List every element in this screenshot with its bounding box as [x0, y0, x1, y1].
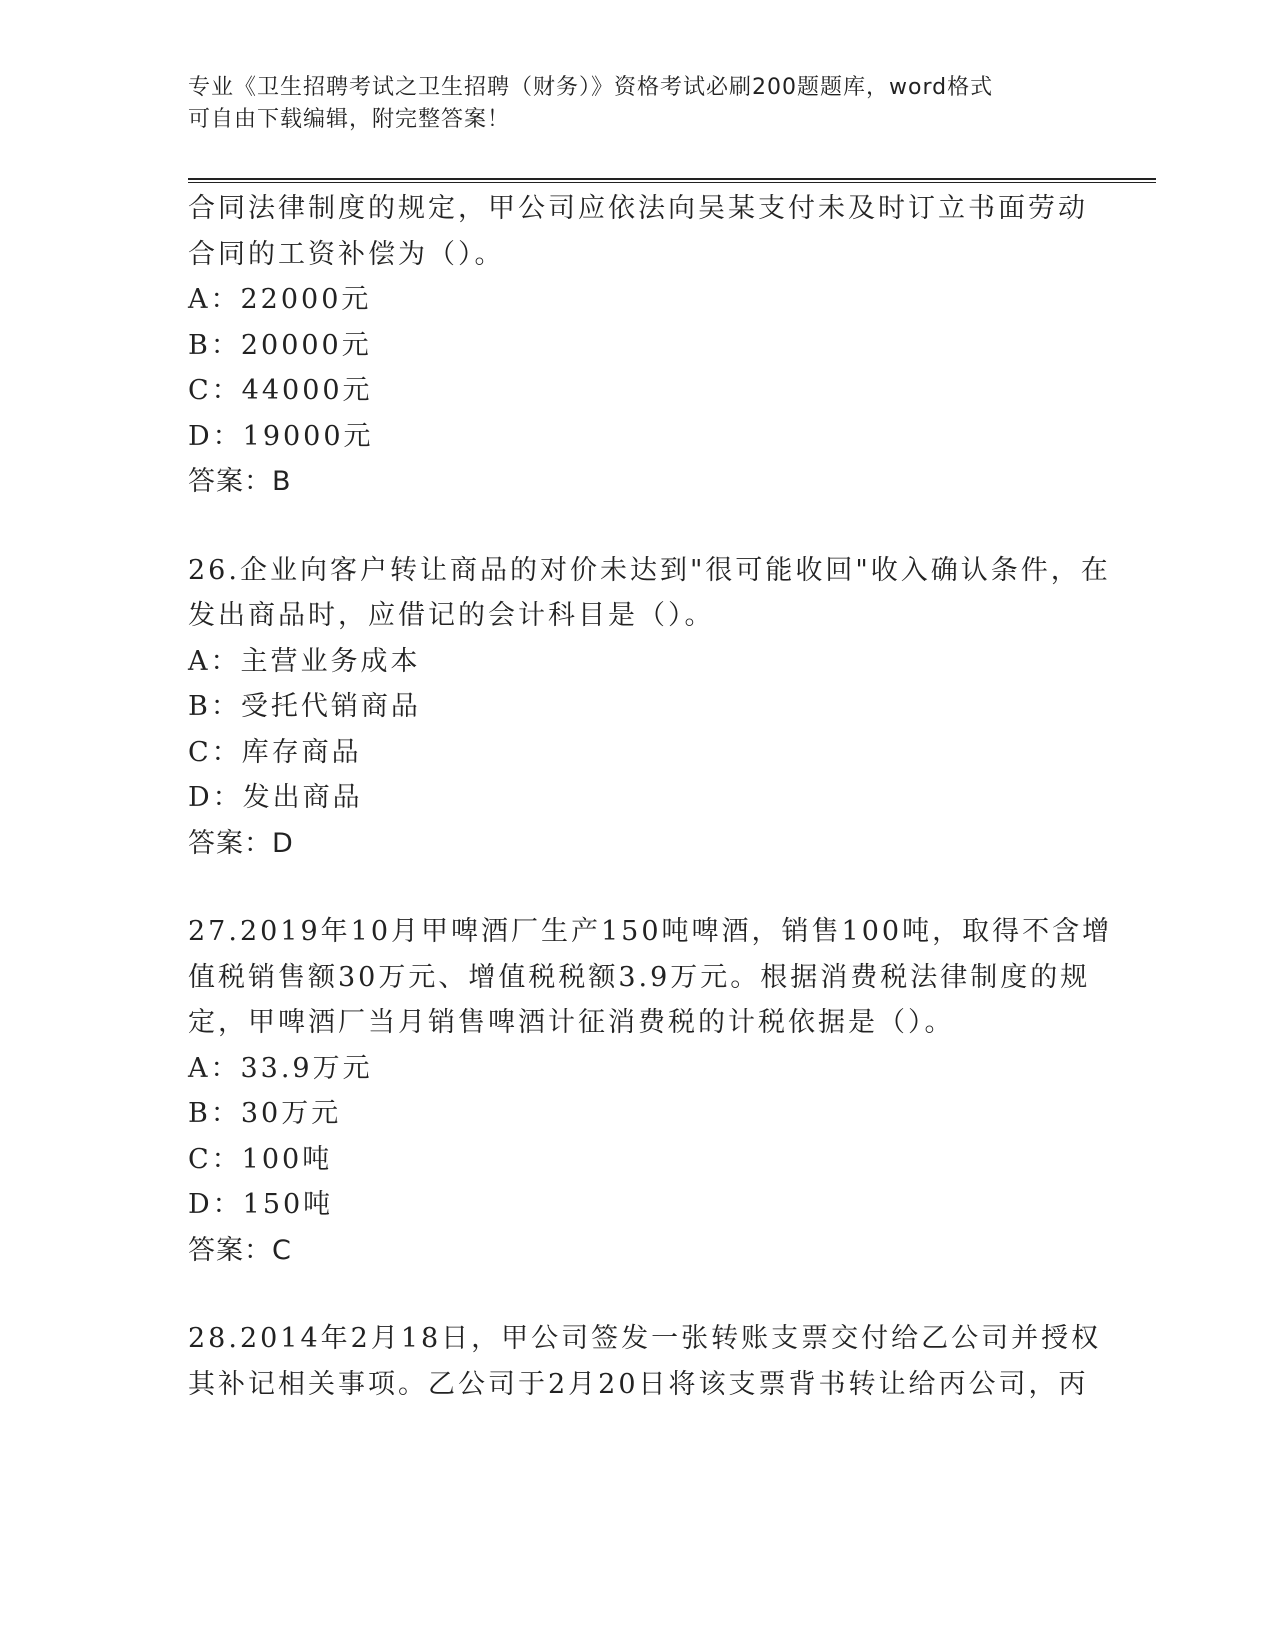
- question-spacer: [188, 1273, 1088, 1316]
- option-d: D：150吨: [188, 1189, 334, 1220]
- question-spacer: [188, 505, 1088, 548]
- question-stem-line: 28.2014年2月18日，甲公司签发一张转账支票交付给乙公司并授权: [188, 1323, 1102, 1354]
- question-stem-line: 定，甲啤酒厂当月销售啤酒计征消费税的计税依据是（）。: [188, 1007, 955, 1038]
- question-25: [188, 186, 1088, 505]
- question-26: [188, 548, 1111, 867]
- question-list: [188, 186, 1113, 1407]
- answer-line: 答案：B: [188, 466, 292, 497]
- header-line-1: 专业《卫生招聘考试之卫生招聘（财务）》资格考试必刷200题题库，word格式: [188, 75, 994, 100]
- option-a: A：22000元: [188, 284, 372, 315]
- header-line-2: 可自由下载编辑，附完整答案！: [188, 107, 511, 132]
- question-spacer: [188, 866, 1088, 909]
- option-c: C：库存商品: [188, 736, 362, 768]
- option-c: C：44000元: [188, 375, 373, 406]
- question-stem-line: 合同的工资补偿为（）。: [188, 238, 505, 270]
- question-stem-line: 值税销售额30万元、增值税税额3.9万元。根据消费税法律制度的规: [188, 961, 1091, 993]
- question-stem-line: 27.2019年10月甲啤酒厂生产150吨啤酒，销售100吨，取得不含增: [188, 916, 1113, 947]
- option-c: C：100吨: [188, 1143, 333, 1175]
- question-stem-line: 其补记相关事项。乙公司于2月20日将该支票背书转让给丙公司，丙: [188, 1368, 1089, 1400]
- question-stem-line: 26.企业向客户转让商品的对价未达到"很可能收回"收入确认条件，在: [188, 554, 1111, 586]
- question-stem-line: 发出商品时，应借记的会计科目是（）。: [188, 600, 715, 631]
- option-d: D：19000元: [188, 420, 374, 452]
- question-27: [188, 909, 1113, 1273]
- question-28: [188, 1316, 1102, 1407]
- option-a: A：主营业务成本: [188, 645, 421, 677]
- header-divider: [188, 178, 1156, 183]
- option-b: B：30万元: [188, 1098, 342, 1129]
- option-d: D：发出商品: [188, 782, 363, 813]
- page-header: [188, 72, 1068, 136]
- option-b: B：受托代销商品: [188, 691, 421, 722]
- option-a: A：33.9万元: [188, 1052, 373, 1084]
- answer-line: 答案：D: [188, 827, 294, 859]
- question-stem-line: 合同法律制度的规定，甲公司应依法向吴某支付未及时订立书面劳动: [188, 193, 1088, 224]
- option-b: B：20000元: [188, 329, 372, 361]
- answer-line: 答案：C: [188, 1234, 292, 1266]
